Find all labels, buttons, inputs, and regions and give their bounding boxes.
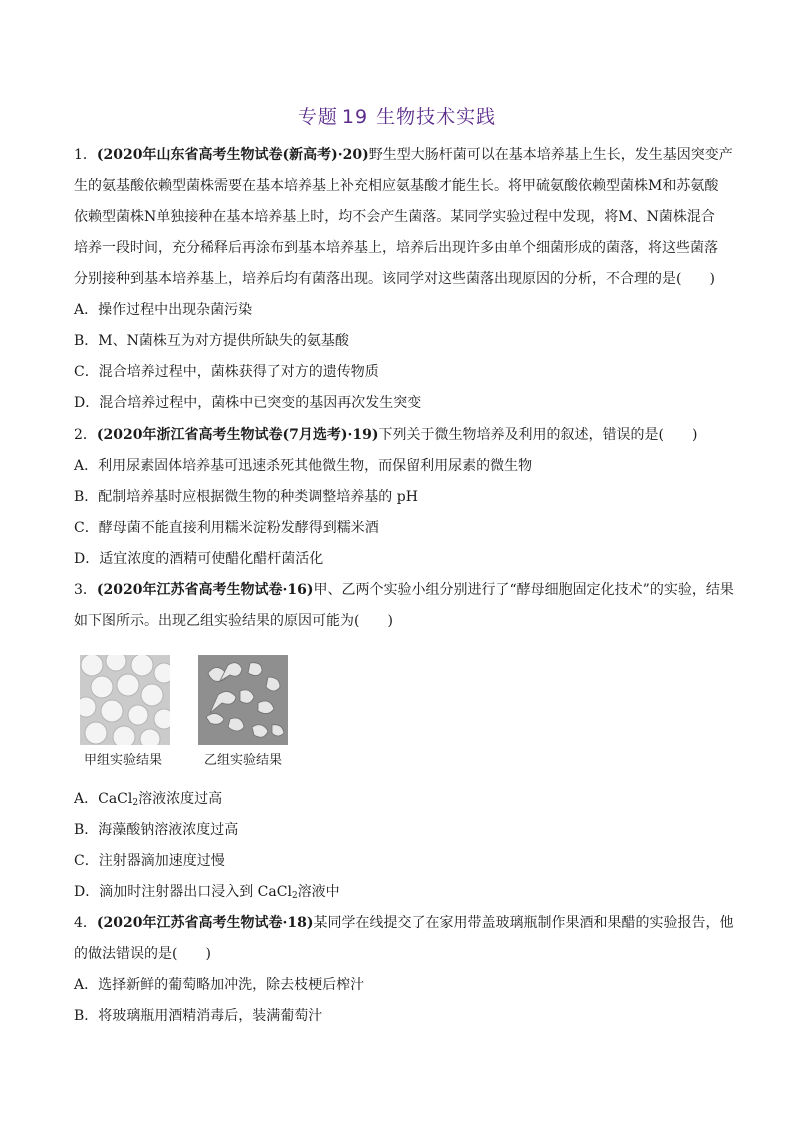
q4-number: 4． [74,915,97,931]
q1-text: 野生型大肠杆菌可以在基本培养基上生长，发生基因突变产 [368,147,733,163]
q1-option-a: A．操作过程中出现杂菌污染 [74,302,253,318]
title-name: 生物技术实践 [376,106,497,128]
q4-source: (2020年江苏省高考生物试卷·18) [96,915,314,931]
q3-option-b: B．海藻酸钠溶液浓度过高 [74,822,239,838]
q2-number: 2． [74,427,97,443]
q3-line-1 [74,580,734,600]
q3-text: 甲、乙两个实验小组分别进行了“酵母细胞固定化技术”的实验，结果 [313,582,734,598]
q1-option-b: B．M、N菌株互为对方提供所缺失的氨基酸 [74,333,349,349]
q1-number: 1． [74,147,97,163]
title-number: 19 [341,106,369,128]
q3-option-d [74,882,734,906]
q4-option-a: A．选择新鲜的葡萄略加冲洗，除去枝梗后榨汁 [74,977,365,993]
q1-option-d: D．混合培养过程中，菌株中已突变的基因再次发生突变 [74,395,422,411]
q3-line-2: 如下图所示。出现乙组实验结果的原因可能为( ) [74,613,393,629]
tailed-beads-photo-b [198,655,288,745]
caption-group-b: 乙组实验结果 [204,753,283,768]
q1-option-c: C．混合培养过程中，菌株获得了对方的遗传物质 [74,364,379,380]
q1-source: (2020年山东省高考生物试卷(新高考)·20) [96,147,369,163]
q3-option-c: C．注射器滴加速度过慢 [74,853,225,869]
q3-option-d-tail: 溶液中 [297,884,340,900]
q2-line-1 [74,425,734,445]
q1-line-2: 生的氨基酸依赖型菌株需要在基本培养基上补充相应氨基酸才能生长。将甲硫氨酸依赖型菌株M和苏氨酸 [74,178,719,194]
q1-line-3: 依赖型菌株N单独接种在基本培养基上时，均不会产生菌落。某同学实验过程中发现，将M、N菌株混合 [74,209,715,225]
q3-option-a [74,789,734,813]
q2-option-a: A．利用尿素固体培养基可迅速杀死其他微生物，而保留利用尿素的微生物 [74,458,533,474]
q2-option-d: D．适宜浓度的酒精可使醋化醋杆菌活化 [74,551,324,567]
q3-source: (2020年江苏省高考生物试卷·16) [96,582,314,598]
q4-option-b: B．将玻璃瓶用酒精消毒后，装满葡萄汁 [74,1008,323,1024]
q4-line-1 [74,913,734,933]
q1-line-4: 培养一段时间，充分稀释后再涂布到基本培养基上，培养后出现许多由单个细菌形成的菌落，将这些菌落 [74,240,718,256]
q3-option-a-text: A．CaCl [74,791,133,807]
title-prefix: 专题 [297,106,338,128]
figure-group-a [80,655,170,749]
q2-source: (2020年浙江省高考生物试卷(7月选考)·19) [96,427,379,443]
q3-option-d-subscript: 2 [291,891,298,901]
q3-option-a-subscript: 2 [132,798,139,808]
q4-text: 某同学在线提交了在家用带盖玻璃瓶制作果酒和果醋的实验报告，他 [313,915,734,931]
beads-photo-a [80,655,170,745]
q1-line-5: 分别接种到基本培养基上，培养后均有菌落出现。该同学对这些菌落出现原因的分析，不合理的是( ) [74,271,715,287]
q3-option-d-text: D．滴加时注射器出口浸入到 CaCl [74,884,292,900]
q2-option-b: B．配制培养基时应根据微生物的种类调整培养基的 pH [74,489,418,505]
q4-line-2: 的做法错误的是( ) [74,946,211,962]
page-title [0,102,794,129]
q1-line-1 [74,145,734,165]
figure-group-b [198,655,288,749]
q3-number: 3． [74,582,97,598]
q3-option-a-tail: 溶液浓度过高 [138,791,223,807]
caption-group-a: 甲组实验结果 [84,753,163,768]
q2-option-c: C．酵母菌不能直接利用糯米淀粉发酵得到糯米酒 [74,520,379,536]
q2-text: 下列关于微生物培养及利用的叙述，错误的是( ) [378,427,698,443]
